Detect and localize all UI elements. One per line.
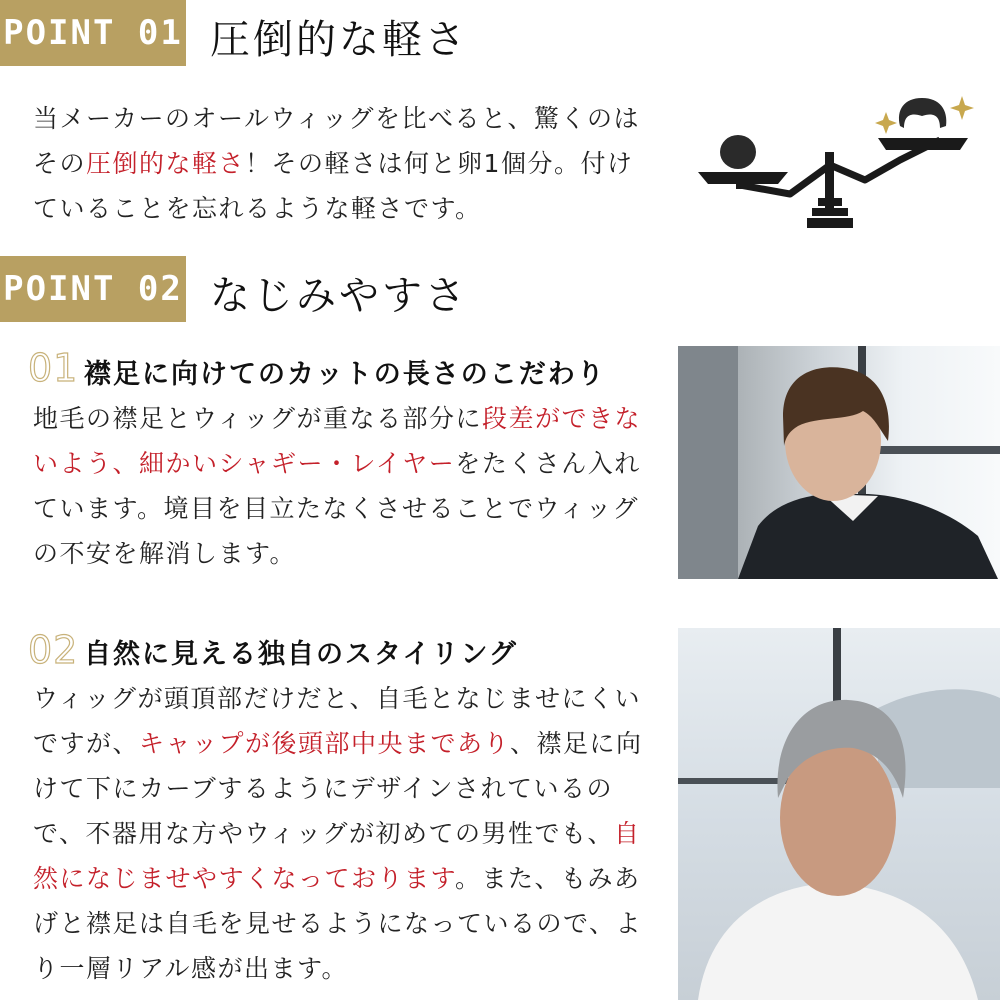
highlight-text: 自 bbox=[614, 819, 641, 848]
sub-01-line bbox=[33, 531, 641, 576]
sub-02-line bbox=[33, 721, 643, 766]
body-text-segment: で、不器用な方やウィッグが初めての男性でも、 bbox=[33, 819, 615, 848]
point-02-badge: POINT 02 bbox=[0, 256, 186, 322]
sub-01-number: 01 bbox=[28, 346, 79, 390]
sub-02-number: 02 bbox=[28, 628, 79, 672]
sub-02-line bbox=[33, 766, 643, 811]
gray-haired-man-photo bbox=[678, 628, 1000, 1000]
highlight-text: 然になじませやすくなっております bbox=[33, 864, 456, 893]
body-text-segment: ています。境目を目立たなくさせることでウィッグ bbox=[33, 494, 640, 523]
sub-02-line bbox=[33, 676, 643, 721]
body-text-segment: をたくさん入れ bbox=[455, 449, 641, 478]
point-02-title: なじみやすさ bbox=[210, 273, 468, 319]
sub-01-title: 襟足に向けてのカットの長さのこだわり bbox=[84, 359, 606, 390]
sub-02-line bbox=[33, 901, 643, 946]
point-01-line bbox=[33, 141, 640, 186]
sub-02-line bbox=[33, 811, 643, 856]
highlight-text: キャップが後頭部中央まであり bbox=[139, 729, 511, 758]
body-text-segment: けて下にカーブするようにデザインされているの bbox=[33, 774, 614, 803]
sub-01-line bbox=[33, 441, 641, 486]
highlight-text: 圧倒的な軽さ bbox=[86, 149, 246, 178]
point-01-line bbox=[33, 96, 640, 141]
body-text-segment: ていることを忘れるような軽さです。 bbox=[33, 194, 482, 223]
sub-02-line bbox=[33, 946, 643, 991]
body-text-segment: ウィッグが頭頂部だけだと、自毛となじませにくい bbox=[33, 684, 642, 713]
sub-02-line bbox=[33, 856, 643, 901]
sparkle-icon bbox=[950, 96, 974, 120]
body-text-segment: 当メーカーのオールウィッグを比べると、驚くのは bbox=[33, 104, 641, 133]
body-text-segment: の不安を解消します。 bbox=[33, 539, 297, 568]
sparkle-icon bbox=[875, 112, 897, 134]
highlight-text: 段差ができな bbox=[482, 404, 642, 433]
body-text-segment: ！その軽さは何と卵1個分。付け bbox=[245, 149, 634, 178]
point-01-line bbox=[33, 186, 640, 231]
sub-01-line bbox=[33, 486, 641, 531]
point-01-description bbox=[33, 96, 640, 231]
wig-icon bbox=[899, 98, 946, 128]
man-back-view-photo bbox=[678, 346, 1000, 579]
balance-scale-icon bbox=[690, 90, 980, 235]
egg-icon bbox=[720, 135, 756, 169]
body-text-segment: げと襟足は自毛を見せるようになっているので、よ bbox=[33, 909, 643, 938]
sub-02-description bbox=[33, 676, 643, 991]
body-text-segment: 地毛の襟足とウィッグが重なる部分に bbox=[33, 404, 483, 433]
highlight-text: いよう、細かいシャギー・レイヤー bbox=[33, 449, 456, 478]
point-01-badge: POINT 01 bbox=[0, 0, 186, 66]
body-text-segment: ですが、 bbox=[33, 729, 140, 758]
sub-01-description bbox=[33, 396, 641, 576]
body-text-segment: その bbox=[33, 149, 87, 178]
sub-02-title: 自然に見える独自のスタイリング bbox=[84, 639, 518, 670]
body-text-segment: り一層リアル感が出ます。 bbox=[33, 954, 349, 983]
body-text-segment: 、襟足に向 bbox=[510, 729, 643, 758]
sub-01-line bbox=[33, 396, 641, 441]
point-01-title: 圧倒的な軽さ bbox=[210, 17, 468, 63]
body-text-segment: 。また、もみあ bbox=[455, 864, 641, 893]
